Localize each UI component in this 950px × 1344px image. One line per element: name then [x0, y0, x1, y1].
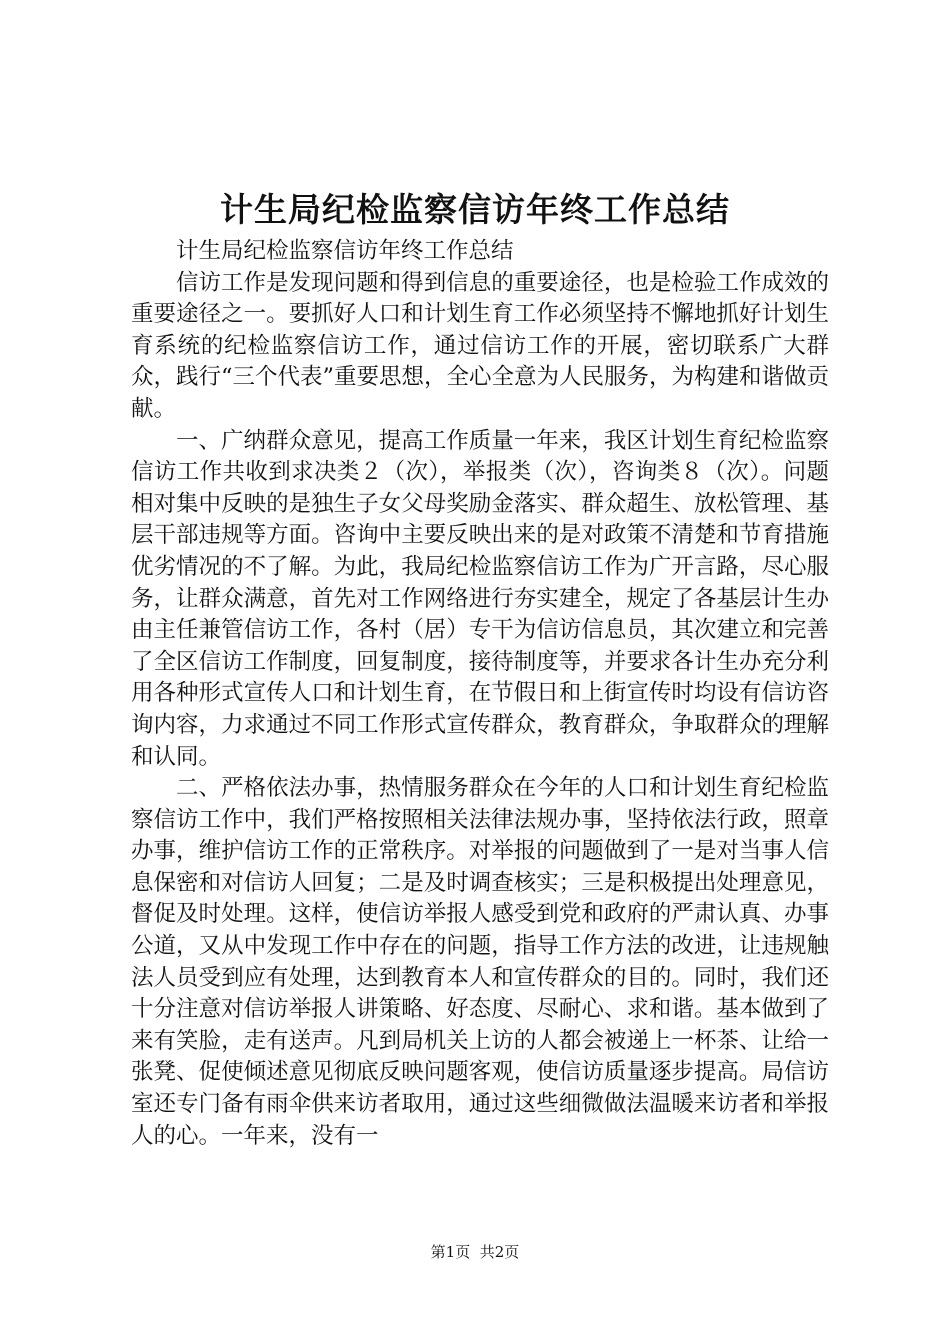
document-title: 计生局纪检监察信访年终工作总结 [220, 190, 730, 229]
paragraph-intro: 信访工作是发现问题和得到信息的重要途径，也是检验工作成效的重要途径之一。要抓好人口和计划生育工作必须坚持不懈地抓好计划生育系统的纪检监察信访工作，通过信访工作的开展，密切联系广大群众，践行“三个代表”重要思想，全心全意为人民服务，为构建和谐做贡献。 [131, 269, 830, 422]
page-number: 第1页 [430, 1243, 471, 1261]
paragraph-section-two: 二、严格依法办事，热情服务群众在今年的人口和计划生育纪检监察信访工作中，我们严格按照相关法律法规办事，坚持依法行政，照章办事，维护信访工作的正常秩序。对举报的问题做到了一是对当事人信息保密和对信访人回复；二是及时调查核实；三是积极提出处理意见，督促及时处理。这样，使信访举报人感受到党和政府的严肃认真、办事公道，又从中发现工作中存在的问题，指导工作方法的改进，让违规触法人员受到应有处理，达到教育本人和宣传群众的目的。同时，我们还十分注意对信访举报人讲策略、好态度、尽耐心、求和谐。基本做到了来有笑脸，走有送声。凡到局机关上访的人都会被递上一杯茶、让给一张凳、促使倾述意见彻底反映问题客观，使信访质量逐步提高。局信访室还专门备有雨伞供来访者取用，通过这些细微做法温暖来访者和举报人的心。一年来，没有一 [131, 775, 829, 1149]
document-body [131, 236, 829, 1152]
paragraph-subtitle: 计生局纪检监察信访年终工作总结 [176, 238, 514, 264]
page-footer [0, 1241, 950, 1263]
paragraph-section-one: 一、广纳群众意见，提高工作质量一年来，我区计划生育纪检监察信访工作共收到求决类２（次），举报类（次），咨询类８（次）。问题相对集中反映的是独生子女父母奖励金落实、群众超生、放松管理、基层干部违规等方面。咨询中主要反映出来的是对政策不清楚和节育措施优劣情况的不了解。为此，我局纪检监察信访工作为广开言路，尽心服务，让群众满意，首先对工作网络进行夯实建全，规定了各基层计生办由主任兼管信访工作，各村（居）专干为信访信息员，其次建立和完善了全区信访工作制度，回复制度，接待制度等，并要求各计生办充分利用各种形式宣传人口和计划生育，在节假日和上街宣传时均设有信访咨询内容，力求通过不同工作形式宣传群众，教育群众，争取群众的理解和认同。 [131, 427, 829, 770]
page-total: 共2页 [479, 1243, 520, 1261]
footer-separator [470, 1243, 480, 1261]
